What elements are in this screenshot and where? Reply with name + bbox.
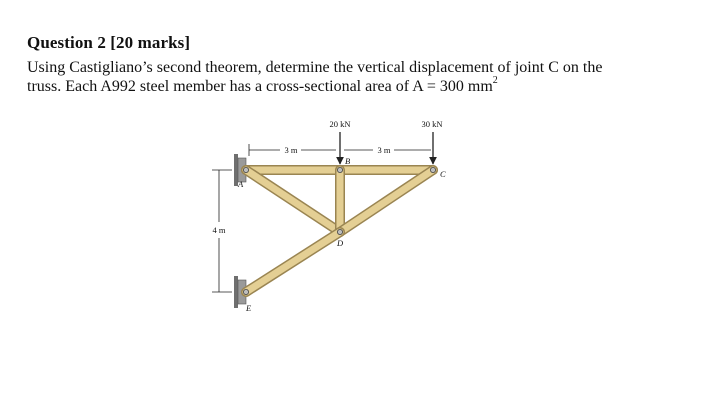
pin-d: [337, 229, 342, 234]
load-label-b: 20 kN: [329, 119, 351, 129]
joint-label-b: B: [345, 156, 351, 166]
load-label-c: 30 kN: [421, 119, 443, 129]
dimension-label-right-span: 3 m: [377, 145, 391, 155]
joint-label-d: D: [337, 238, 344, 248]
pin-a: [243, 167, 248, 172]
question-line-2-text: truss. Each A992 steel member has a cross-sectional area of A = 300 mm: [27, 78, 493, 95]
pin-e: [243, 289, 248, 294]
member-ad: [246, 170, 340, 232]
question-heading: Question 2 [20 marks]: [27, 33, 191, 52]
member-cd: [340, 170, 433, 232]
question-line-1: Using Castigliano’s second theorem, determine the vertical displacement of joint C on the: [27, 59, 603, 76]
member-de: [246, 232, 340, 292]
horizontal-dimension: [249, 144, 433, 156]
joint-label-a: A: [238, 179, 244, 189]
joint-label-c: C: [440, 169, 446, 179]
dimension-label-left-span: 3 m: [284, 145, 298, 155]
pin-c: [430, 167, 435, 172]
area-unit-exponent: 2: [492, 75, 498, 86]
dimension-label-height: 4 m: [212, 225, 226, 235]
pin-b: [337, 167, 342, 172]
joint-label-e: E: [246, 303, 252, 313]
